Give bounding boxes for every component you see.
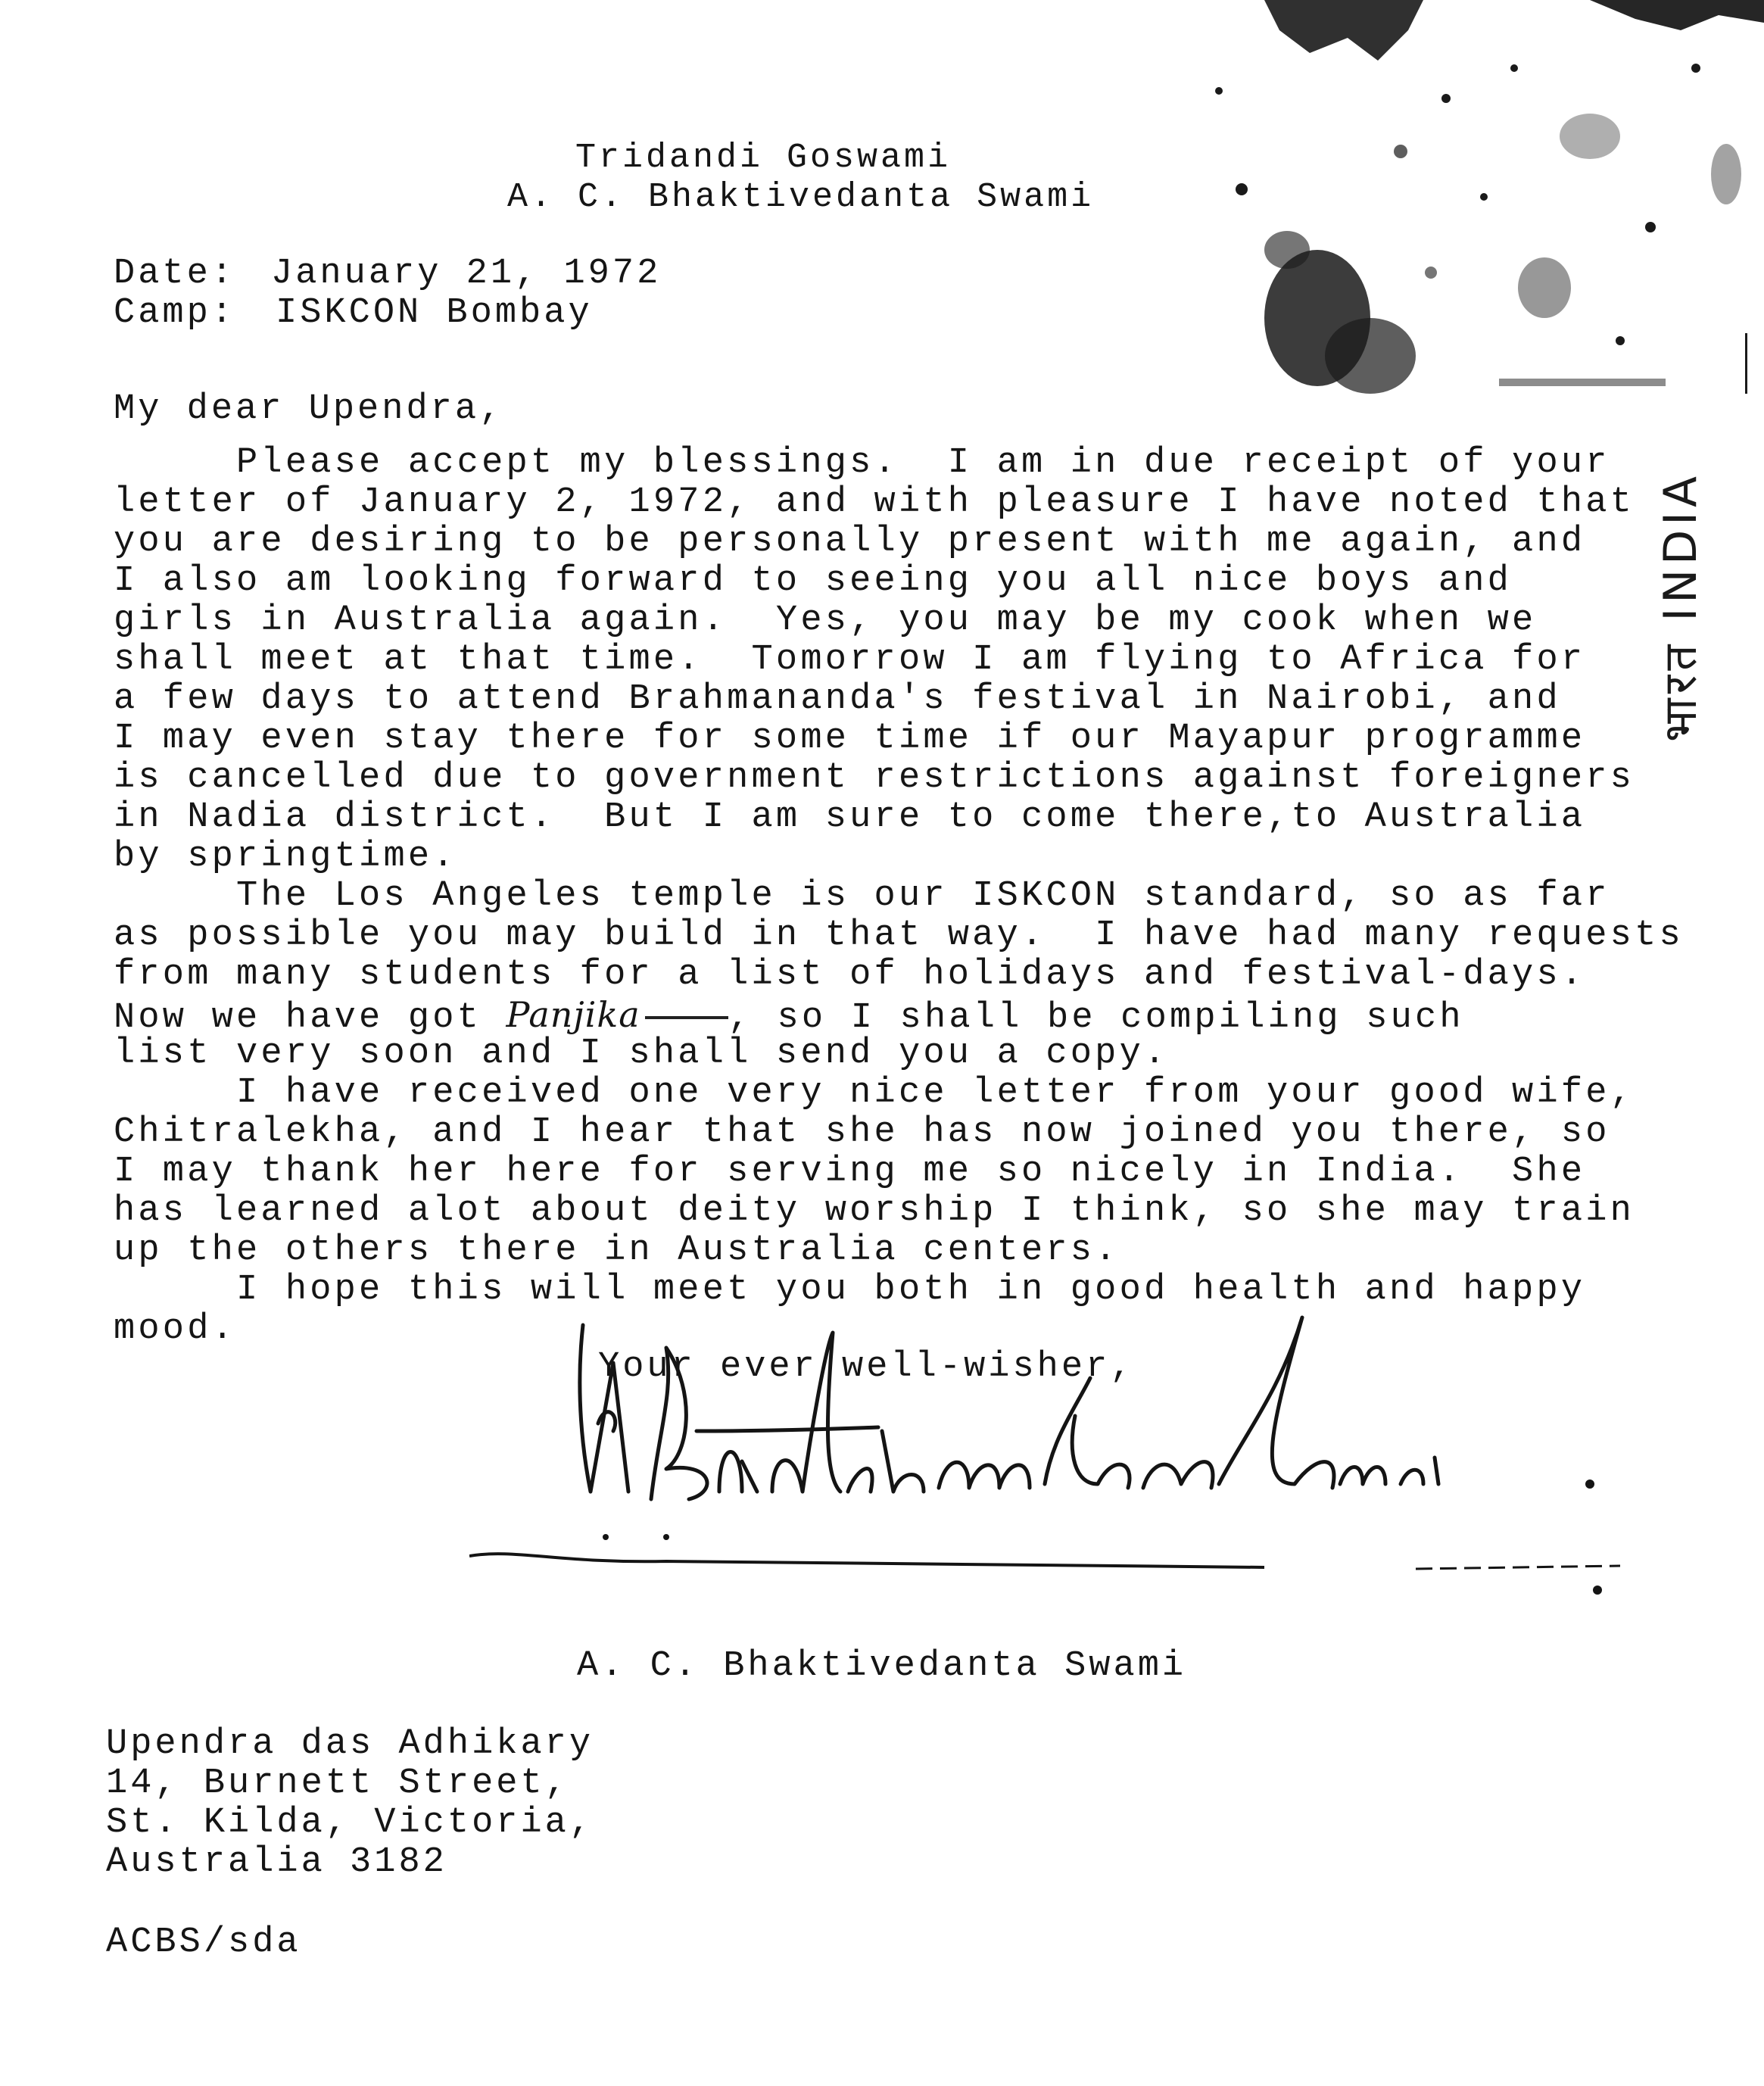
body-line: you are desiring to be personally present with me again, and — [114, 522, 1586, 562]
handwritten-insert: Panjika — [506, 994, 640, 1035]
body-line: is cancelled due to government restrictions against foreigners — [114, 758, 1635, 798]
body-line: I have received one very nice letter from your good wife, — [114, 1073, 1635, 1113]
letterhead-line1: Tridandi Goswami — [575, 139, 952, 177]
reference-initials: ACBS/sda — [106, 1922, 301, 1963]
body-line: by springtime. — [114, 837, 457, 877]
now-suffix: , so I shall be compiling such — [728, 998, 1464, 1038]
body-line: I also am looking forward to seeing you all nice boys and — [114, 561, 1513, 601]
body-line: letter of January 2, 1972, and with pleasure I have noted that — [114, 482, 1635, 522]
body-line: from many students for a list of holidays and festival-days. — [114, 955, 1586, 995]
salutation: My dear Upendra, — [114, 389, 504, 429]
body-line: Chitralekha, and I hear that she has now joined you there, so — [114, 1112, 1610, 1152]
body-line: I hope this will meet you both in good health and happy — [114, 1270, 1586, 1310]
address-line-3: St. Kilda, Victoria, — [106, 1803, 594, 1843]
body-line: I may thank her here for serving me so nicely in India. She — [114, 1152, 1586, 1192]
handwritten-signature — [469, 1302, 1620, 1605]
camp-label: Camp: — [114, 293, 236, 333]
stamp-india-text — [1605, 333, 1756, 757]
letterhead-line2: A. C. Bhaktivedanta Swami — [507, 178, 1095, 217]
address-line-2: 14, Burnett Street, — [106, 1763, 569, 1804]
date-value: January 21, 1972 — [271, 254, 662, 294]
address-line-4: Australia 3182 — [106, 1842, 447, 1882]
camp-value: ISKCON Bombay — [276, 293, 593, 333]
body-line: as possible you may build in that way. I have had many requests — [114, 915, 1684, 956]
body-line: Please accept my blessings. I am in due receipt of your — [114, 443, 1610, 483]
body-line: shall meet at that time. Tomorrow I am flying to Africa for — [114, 640, 1586, 680]
body-line: up the others there in Australia centers. — [114, 1230, 1120, 1271]
body-line: The Los Angeles temple is our ISKCON standard, so as far — [114, 876, 1610, 916]
body-line: in Nadia district. But I am sure to come there,to Australia — [114, 797, 1586, 837]
now-prefix: Now we have got — [114, 998, 506, 1038]
svg-text:भारत INDIA: भारत INDIA — [1654, 471, 1707, 742]
body-line-now — [114, 994, 1628, 1038]
address-line-1: Upendra das Adhikary — [106, 1724, 594, 1764]
body-line: list very soon and I shall send you a copy. — [114, 1034, 1169, 1074]
body-line: mood. — [114, 1309, 237, 1349]
body-line: has learned alot about deity worship I think, so she may train — [114, 1191, 1635, 1231]
handwritten-dash — [645, 1016, 728, 1019]
body-line: I may even stay there for some time if our Mayapur programme — [114, 719, 1586, 759]
body-line: girls in Australia again. Yes, you may be my cook when we — [114, 600, 1537, 641]
signature-name: A. C. Bhaktivedanta Swami — [577, 1646, 1187, 1686]
closing: Your ever well-wisher, — [598, 1347, 1135, 1387]
date-label: Date: — [114, 254, 236, 294]
body-line: a few days to attend Brahmananda's festival in Nairobi, and — [114, 679, 1561, 719]
